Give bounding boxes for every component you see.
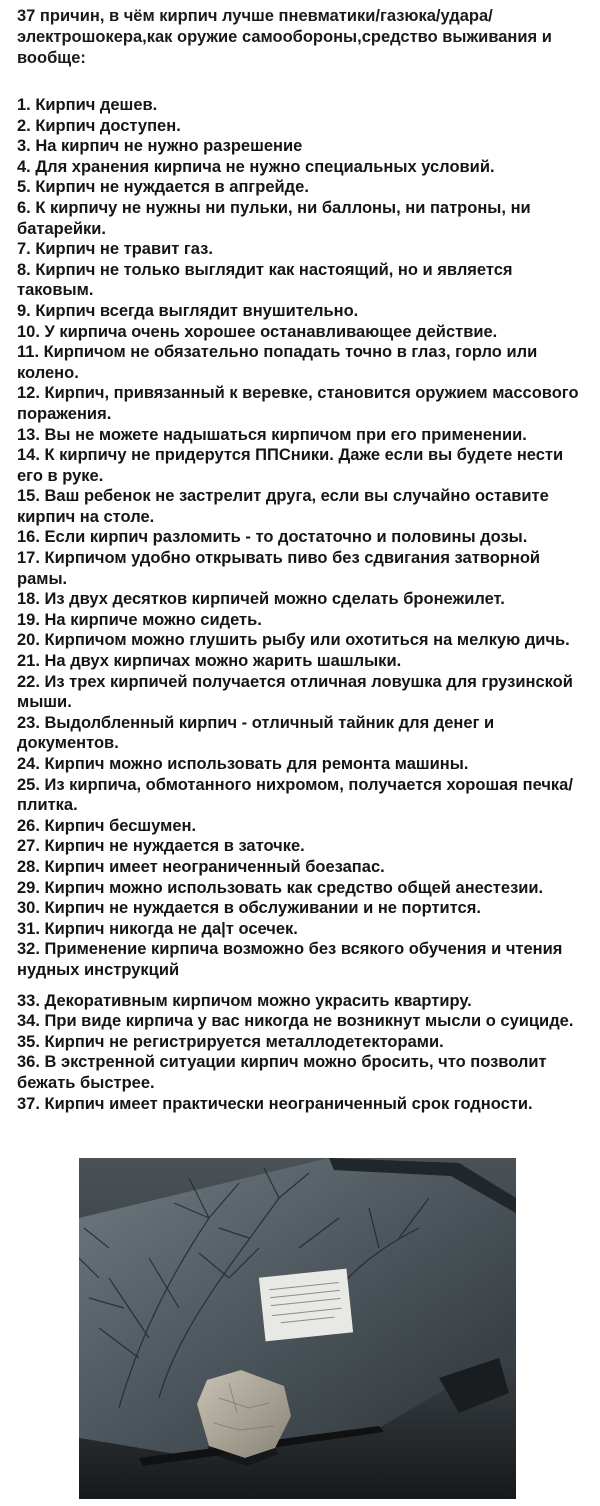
list-item: 14. К кирпичу не придерутся ППСники. Даже если вы будете нести его в руке. — [17, 446, 564, 485]
page-title: 37 причин, в чём кирпич лучше пневматики/газюка/удара/электрошокера,как оружие самообороны,средство выживания и вообще: — [17, 7, 552, 67]
document — [17, 6, 587, 1114]
list-item: 26. Кирпич бесшумен. — [17, 816, 197, 835]
list-item: 18. Из двух десятков кирпичей можно сделать бронежилет. — [17, 590, 505, 609]
list-item: 15. Ваш ребенок не застрелит друга, если вы случайно оставите кирпич на столе. — [17, 487, 549, 526]
list-item: 3. На кирпич не нужно разрешение — [17, 137, 303, 156]
list-item: 33. Декоративным кирпичом можно украсить квартиру. — [17, 991, 472, 1010]
list-item: 27. Кирпич не нуждается в заточке. — [17, 837, 305, 856]
list-item: 28. Кирпич имеет неограниченный боезапас. — [17, 857, 385, 876]
list-item: 37. Кирпич имеет практически неограниченный срок годности. — [17, 1094, 533, 1113]
list-item: 10. У кирпича очень хорошее останавливающее действие. — [17, 322, 498, 341]
reasons-list — [17, 95, 587, 1114]
list-item: 11. Кирпичом не обязательно попадать точно в глаз, горло или колено. — [17, 343, 538, 382]
list-item: 4. Для хранения кирпича не нужно специальных условий. — [17, 157, 495, 176]
list-item: 1. Кирпич дешев. — [17, 96, 158, 114]
list-item: 36. В экстренной ситуации кирпич можно бросить, что позволит бежать быстрее. — [17, 1053, 547, 1092]
list-item: 31. Кирпич никогда не да|т осечек. — [17, 919, 298, 938]
list-item: 9. Кирпич всегда выглядит внушительно. — [17, 301, 359, 320]
list-item: 8. Кирпич не только выглядит как настоящий, но и является таковым. — [17, 260, 513, 300]
list-item: 22. Из трех кирпичей получается отличная ловушка для грузинской мыши. — [17, 672, 573, 712]
list-item: 34. При виде кирпича у вас никогда не возникнут мысли о суициде. — [17, 1012, 574, 1031]
list-item: 21. На двух кирпичах можно жарить шашлыки. — [17, 652, 402, 671]
list-item: 6. К кирпичу не нужны ни пульки, ни баллоны, ни патроны, ни батарейки. — [17, 198, 531, 238]
list-item: 16. Если кирпич разломить - то достаточно и половины дозы. — [17, 528, 528, 547]
list-item: 7. Кирпич не травит газ. — [17, 240, 213, 259]
list-item: 30. Кирпич не нуждается в обслуживании и не портится. — [17, 899, 481, 918]
list-item: 20. Кирпичом можно глушить рыбу или охотиться на мелкую дичь. — [17, 631, 570, 650]
list-item: 2. Кирпич доступен. — [17, 116, 181, 135]
list-item: 35. Кирпич не регистрируется металлодетекторами. — [17, 1032, 444, 1051]
list-item: 13. Вы не можете надышаться кирпичом при его применении. — [17, 425, 527, 444]
list-item: 23. Выдолбленный кирпич - отличный тайник для денег и документов. — [17, 713, 495, 753]
list-item: 5. Кирпич не нуждается в апгрейде. — [17, 178, 309, 197]
list-item: 24. Кирпич можно использовать для ремонта машины. — [17, 755, 469, 773]
list-item: 12. Кирпич, привязанный к веревке, становится оружием массового поражения. — [17, 384, 579, 423]
list-item: 32. Применение кирпича возможно без всякого обучения и чтения нудных инструкций — [17, 940, 563, 979]
list-item: 19. На кирпиче можно сидеть. — [17, 610, 262, 629]
list-item: 17. Кирпичом удобно открывать пиво без сдвигания затворной рамы. — [17, 549, 541, 588]
list-item: 29. Кирпич можно использовать как средство общей анестезии. — [17, 878, 544, 897]
list-item: 25. Из кирпича, обмотанного нихромом, получается хорошая печка/плитка. — [17, 775, 573, 815]
brick-on-car-photo — [79, 1158, 516, 1499]
